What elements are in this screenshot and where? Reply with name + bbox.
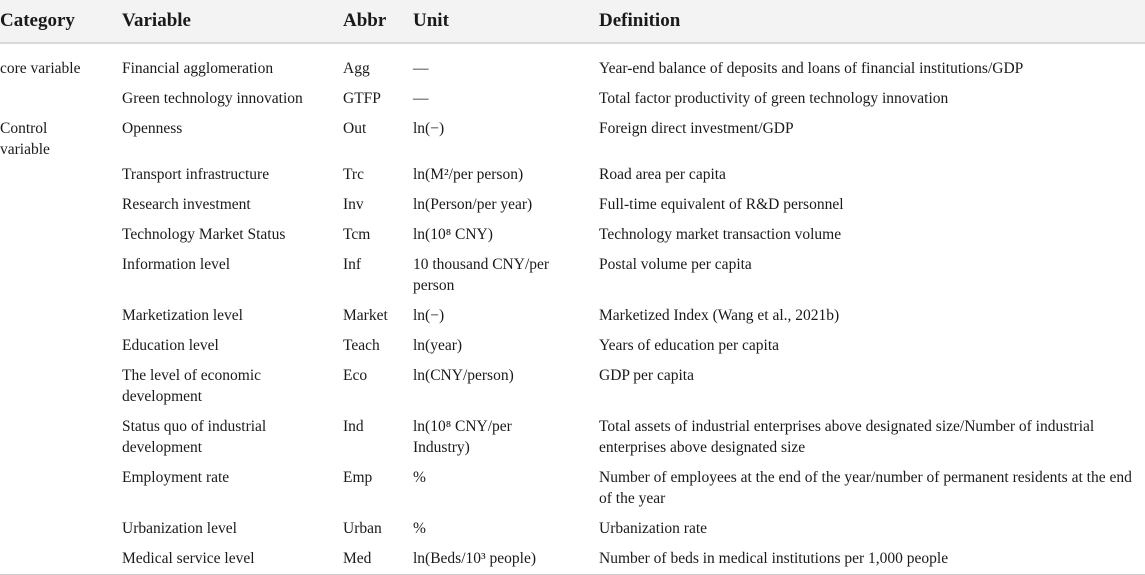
definition-cell: Total assets of industrial enterprises above designated size/Number of industrial enterprises above designated size [599,418,1095,456]
abbr-cell: Out [343,120,367,137]
abbr-cell: Trc [343,166,364,183]
table-row [0,412,1145,463]
table-row [0,220,1145,250]
definition-cell: Number of employees at the end of the year/number of permanent residents at the end of the year [599,469,1132,507]
unit-cell: ln(−) [413,307,445,324]
abbr-cell: Inf [343,256,362,273]
variable-cell: Information level [122,256,231,273]
unit-cell: — [413,90,429,107]
category-cell [0,514,122,518]
table-row [0,114,1145,160]
header-category: Category [0,0,122,43]
header-definition: Definition [599,0,1145,43]
category-cell [0,463,122,467]
variable-cell: Financial agglomeration [122,60,274,77]
abbr-cell: Market [343,307,388,324]
table-header [0,0,1145,43]
unit-cell: ln(Beds/10³ people) [413,550,537,567]
definition-cell: Road area per capita [599,166,726,183]
variable-cell: Technology Market Status [122,226,286,243]
definition-cell: Technology market transaction volume [599,226,842,243]
abbr-cell: Eco [343,367,368,384]
header-abbr: Abbr [343,0,413,43]
variable-cell: Urbanization level [122,520,237,537]
unit-cell: % [413,469,426,486]
definition-cell: Total factor productivity of green technology innovation [599,90,949,107]
header-variable: Variable [122,0,343,43]
abbr-cell: Agg [343,60,370,77]
table-row [0,514,1145,544]
category-cell [0,250,122,254]
abbr-cell: Ind [343,418,364,435]
variable-cell: Medical service level [122,550,255,567]
definition-cell: Postal volume per capita [599,256,752,273]
abbr-cell: Urban [343,520,382,537]
definition-cell: Year-end balance of deposits and loans of financial institutions/GDP [599,60,1024,77]
variable-cell: The level of economic development [122,367,262,405]
table-spacer [0,43,1145,54]
abbr-cell: Inv [343,196,364,213]
abbr-cell: Med [343,550,372,567]
table-row [0,84,1145,114]
table-row [0,544,1145,574]
definition-cell: Full-time equivalent of R&D personnel [599,196,844,213]
definition-cell: Number of beds in medical institutions per 1,000 people [599,550,949,567]
definition-cell: Years of education per capita [599,337,780,354]
definition-cell: Marketized Index (Wang et al., 2021b) [599,307,840,324]
category-cell [0,190,122,194]
variable-cell: Green technology innovation [122,90,303,107]
category-cell: Control variable [0,120,50,158]
unit-cell: ln(Person/per year) [413,196,533,213]
table-row [0,361,1145,412]
unit-cell: % [413,520,426,537]
category-cell: core variable [0,60,81,77]
variable-cell: Transport infrastructure [122,166,270,183]
unit-cell: 10 thousand CNY/per person [413,256,550,294]
unit-cell: ln(M²/per person) [413,166,524,183]
category-cell [0,544,122,548]
category-cell [0,412,122,416]
unit-cell: — [413,60,429,77]
unit-cell: ln(−) [413,120,445,137]
variable-cell: Openness [122,120,183,137]
table-row [0,331,1145,361]
abbr-cell: GTFP [343,90,381,107]
abbr-cell: Teach [343,337,380,354]
category-cell [0,361,122,365]
category-cell [0,331,122,335]
table-row [0,301,1145,331]
variable-cell: Employment rate [122,469,230,486]
variable-cell: Marketization level [122,307,243,324]
table-row [0,190,1145,220]
definition-cell: GDP per capita [599,367,694,384]
header-unit: Unit [413,0,599,43]
category-cell [0,220,122,224]
definition-cell: Foreign direct investment/GDP [599,120,794,137]
abbr-cell: Emp [343,469,373,486]
unit-cell: ln(CNY/person) [413,367,514,384]
variable-cell: Education level [122,337,219,354]
variable-cell: Status quo of industrial development [122,418,267,456]
table-row [0,463,1145,514]
category-cell [0,160,122,164]
unit-cell: ln(year) [413,337,463,354]
category-cell [0,301,122,305]
definition-cell: Urbanization rate [599,520,708,537]
unit-cell: ln(10⁸ CNY) [413,226,493,243]
unit-cell: ln(10⁸ CNY/per Industry) [413,418,512,456]
variable-cell: Research investment [122,196,251,213]
table-row [0,250,1145,301]
table-row [0,160,1145,190]
table-body [0,43,1145,574]
category-cell [0,84,122,88]
abbr-cell: Tcm [343,226,371,243]
table-row [0,54,1145,84]
